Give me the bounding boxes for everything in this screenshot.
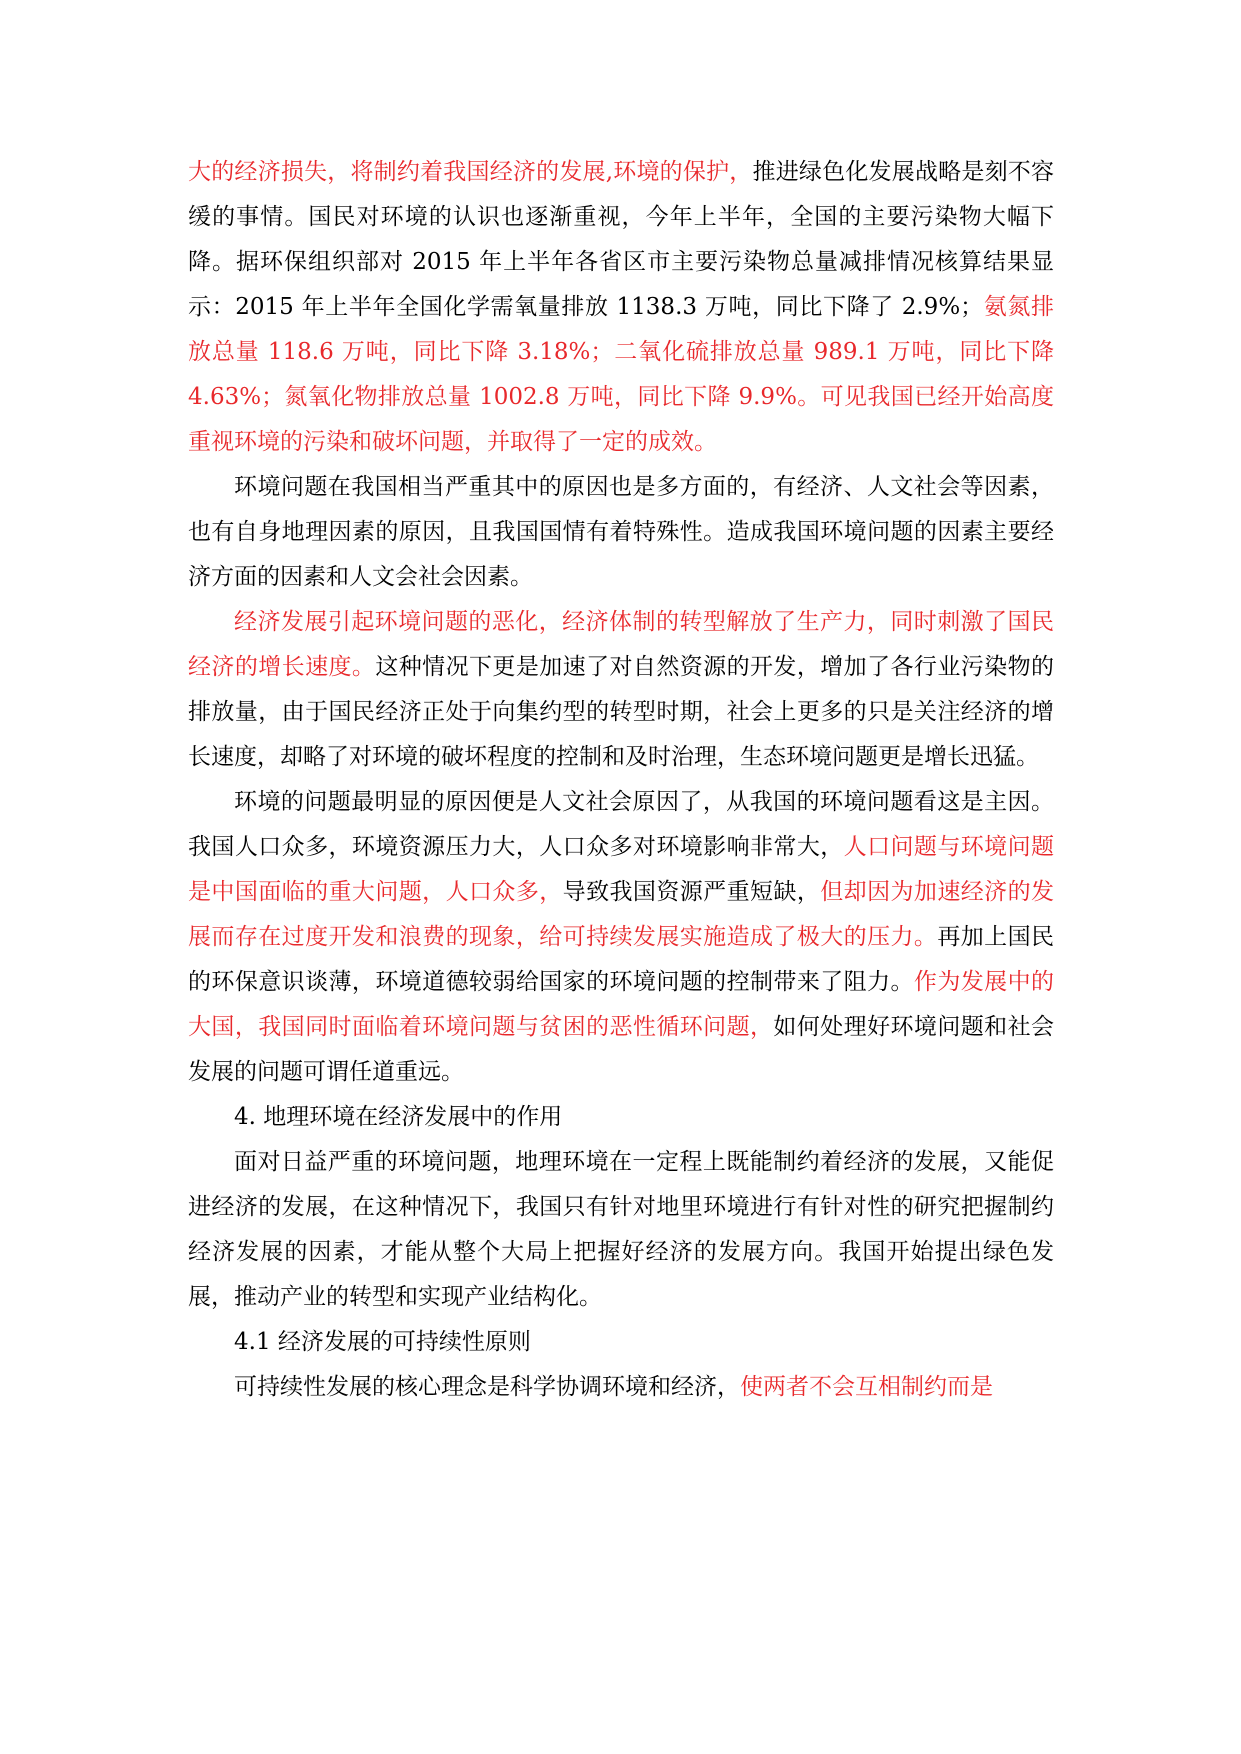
text-run: 可持续性发展的核心理念是科学协调环境和经济，	[234, 1374, 740, 1400]
highlighted-text-run: 经济发展引起环境问题的恶化，经济体制的转型解放了生产力，同时刺激了国民经济的增长速度。	[188, 609, 1054, 680]
paragraph	[188, 600, 1054, 780]
highlighted-text-run: 作为发展中的大国，我国同时面临着环境问题与贫困的恶性循环问题，	[188, 969, 1055, 1040]
text-run: 面对日益严重的环境问题，地理环境在一定程上既能制约着经济的发展，又能促进经济的发展，在这种情况下，我国只有针对地里环境进行有针对性的研究把握制约经济发展的因素，才能从整个大局上把握好经济的发展方向。我国开始提出绿色发展，推动产业的转型和实现产业结构化。	[188, 1149, 1054, 1310]
document-page	[188, 150, 1054, 1410]
text-run: 如何处理好环境问题和社会发展的问题可谓任道重远。	[188, 1014, 1055, 1085]
text-run: 4. 地理环境在经济发展中的作用	[234, 1104, 563, 1130]
highlighted-text-run: 使两者不会互相制约而是	[740, 1374, 993, 1400]
paragraph	[188, 150, 1054, 465]
paragraph	[188, 465, 1054, 600]
paragraph	[188, 1365, 1054, 1410]
highlighted-text-run: 大的经济损失，将制约着我国经济的发展,环境的保护，	[188, 159, 753, 185]
paragraph	[188, 1140, 1054, 1320]
text-run: 环境的问题最明显的原因便是人文社会原因了，从我国的环境问题看这是主因。我国人口众多，环境资源压力大，人口众多对环境影响非常大，	[188, 789, 1054, 860]
paragraph	[188, 1320, 1054, 1365]
paragraph	[188, 780, 1054, 1095]
text-run: 导致我国资源严重短缺，	[562, 879, 821, 905]
paragraph	[188, 1095, 1054, 1140]
highlighted-text-run: 但却因为加速经济的发展而存在过度开发和浪费的现象，给可持续发展实施造成了极大的压力。	[188, 879, 1055, 950]
highlighted-text-run: 氨氮排放总量 118.6 万吨，同比下降 3.18%；二氧化硫排放总量 989.1 万吨，同比下降 4.63%；氮氧化物排放总量 1002.8 万吨，同比下降 9.9%。可见我国已经开始高度重视环境的污染和破坏问题，并取得了一定的成效。	[188, 294, 1055, 455]
text-run: 4.1 经济发展的可持续性原则	[234, 1329, 531, 1355]
text-run: 再加上国民的环保意识谈薄，环境道德较弱给国家的环境问题的控制带来了阻力。	[188, 924, 1055, 995]
highlighted-text-run: 人口问题与环境问题是中国面临的重大问题，人口众多，	[188, 834, 1055, 905]
text-run: 环境问题在我国相当严重其中的原因也是多方面的，有经济、人文社会等因素，也有自身地理因素的原因，且我国国情有着特殊性。造成我国环境问题的因素主要经济方面的因素和人文会社会因素。	[188, 474, 1054, 590]
text-run: 推进绿色化发展战略是刻不容缓的事情。国民对环境的认识也逐渐重视，今年上半年，全国的主要污染物大幅下降。据环保组织部对 2015 年上半年各省区市主要污染物总量减排情况核算结果显示：2015 年上半年全国化学需氧量排放 1138.3 万吨，同比下降了 2.9%；	[188, 159, 1055, 320]
text-run: 这种情况下更是加速了对自然资源的开发，增加了各行业污染物的排放量，由于国民经济正处于向集约型的转型时期，社会上更多的只是关注经济的增长速度，却略了对环境的破坏程度的控制和及时治理，生态环境问题更是增长迅猛。	[188, 654, 1055, 770]
